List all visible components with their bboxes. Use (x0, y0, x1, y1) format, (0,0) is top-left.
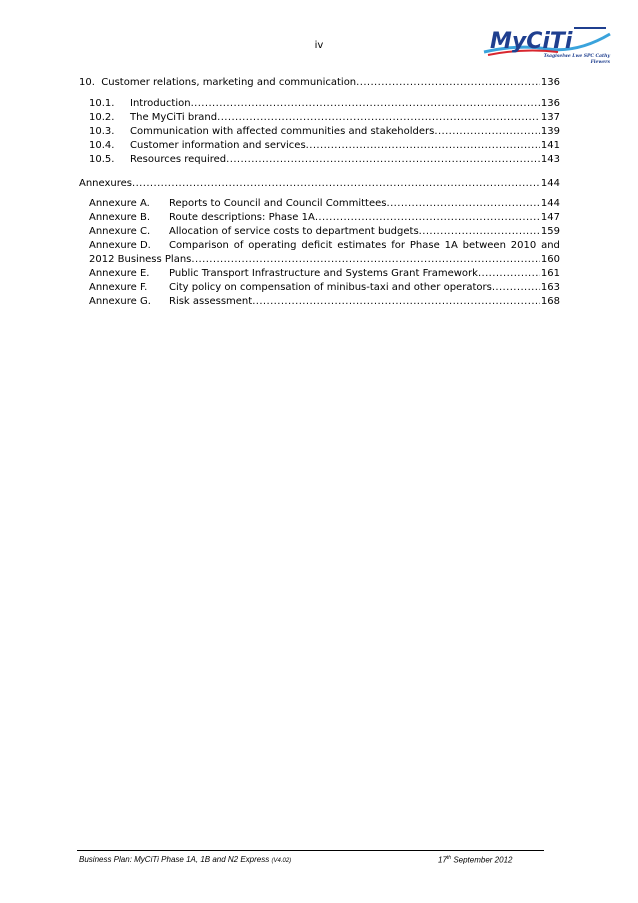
toc-entry-annexure-e[interactable]: Annexure E. Public Transport Infrastructure and Systems Grant Framework ..... 161 (89, 267, 560, 281)
toc-entry-annexure-f[interactable]: Annexure F. City policy on compensation of minibus-taxi and other operators ..... 163 (89, 281, 560, 295)
toc-entry-10-4[interactable]: 10.4. Customer information and services ..... 141 (89, 139, 560, 153)
toc-entry-annexure-g[interactable]: Annexure G. Risk assessment ..... 168 (89, 295, 560, 309)
footer-document-title: Business Plan: MyCiTi Phase 1A, 1B and N2 Express (V4.02) (79, 855, 292, 864)
toc-entry-10-3[interactable]: 10.3. Communication with affected communities and stakeholders ..... 139 (89, 125, 560, 139)
toc-entry-title: 10. Customer relations, marketing and communication (79, 77, 357, 88)
toc-entry-10-5[interactable]: 10.5. Resources required ..... 143 (89, 153, 560, 167)
footer-divider (77, 850, 544, 851)
leader-dots (356, 76, 540, 90)
toc-entry-annexures[interactable]: Annexures ..... 144 (79, 177, 560, 191)
footer-date: 17th September 2012 (438, 855, 513, 865)
logo-tagline: Tsagiselwe Lwe SPC Cathy Flewers (543, 54, 610, 65)
page-number: iv (314, 40, 324, 51)
toc-entry-annexure-d-line2[interactable]: 2012 Business Plans ..... 160 (89, 253, 560, 267)
toc-entry-page: 136 (540, 77, 560, 88)
toc-entry-section-10[interactable] (79, 76, 560, 90)
toc-entry-10-1[interactable]: 10.1. Introduction ..... 136 (89, 97, 560, 111)
svg-text:MyCiTi: MyCiTi (490, 29, 573, 54)
toc-entry-annexure-c[interactable]: Annexure C. Allocation of service costs to department budgets ..... 159 (89, 225, 560, 239)
toc-entry-annexure-d-line1[interactable]: Annexure D. Comparison of operating deficit estimates for Phase 1A between 2010 and (89, 240, 560, 251)
toc-entry-10-2[interactable]: 10.2. The MyCiTi brand ..... 137 (89, 111, 560, 125)
toc-entry-annexure-b[interactable]: Annexure B. Route descriptions: Phase 1A ..... 147 (89, 211, 560, 225)
footer-version: (V4.02) (271, 858, 292, 864)
toc-entry-annexure-a[interactable]: Annexure A. Reports to Council and Council Committees ..... 144 (89, 197, 560, 211)
